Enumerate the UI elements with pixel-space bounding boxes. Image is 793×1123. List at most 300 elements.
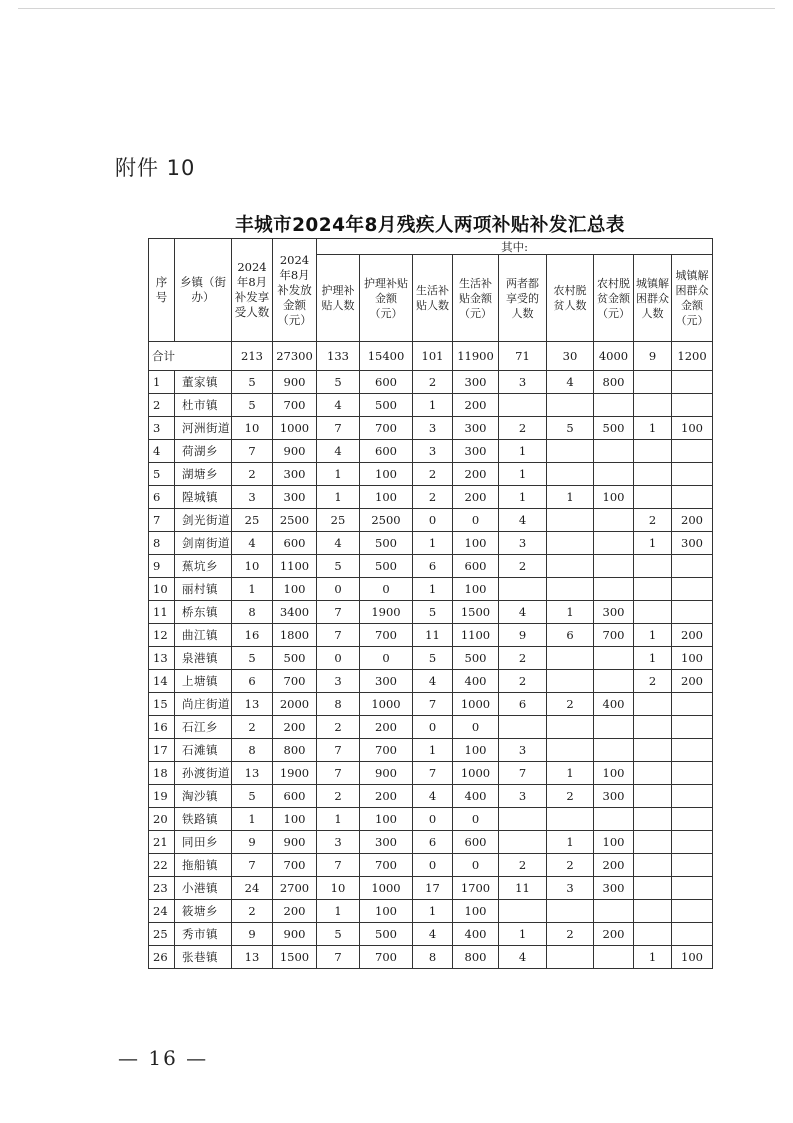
row-cell: 1: [232, 578, 273, 601]
row-cell: [634, 877, 672, 900]
row-cell: [672, 693, 713, 716]
row-cell: 3400: [273, 601, 317, 624]
row-cell: 2: [413, 371, 453, 394]
row-seq: 11: [149, 601, 175, 624]
row-cell: 2: [499, 670, 547, 693]
row-cell: [672, 555, 713, 578]
row-cell: 100: [360, 808, 413, 831]
row-cell: 200: [594, 923, 634, 946]
row-cell: 1100: [273, 555, 317, 578]
row-cell: 5: [547, 417, 594, 440]
row-cell: [634, 555, 672, 578]
row-cell: 800: [594, 371, 634, 394]
row-cell: 5: [232, 785, 273, 808]
total-cell: 213: [232, 342, 273, 371]
row-cell: 100: [594, 486, 634, 509]
row-cell: 16: [232, 624, 273, 647]
table-row: [149, 647, 713, 670]
row-seq: 13: [149, 647, 175, 670]
row-cell: 900: [273, 831, 317, 854]
row-cell: [672, 440, 713, 463]
row-cell: [634, 693, 672, 716]
row-cell: [672, 900, 713, 923]
row-cell: 3: [317, 670, 360, 693]
row-cell: 3: [232, 486, 273, 509]
row-cell: [672, 601, 713, 624]
table-row: [149, 785, 713, 808]
row-cell: 13: [232, 693, 273, 716]
row-seq: 21: [149, 831, 175, 854]
row-cell: [594, 578, 634, 601]
row-cell: 5: [413, 601, 453, 624]
table-row: [149, 463, 713, 486]
table-row: [149, 509, 713, 532]
row-cell: 2: [634, 509, 672, 532]
row-cell: 1900: [273, 762, 317, 785]
row-cell: 500: [453, 647, 499, 670]
row-cell: 4: [317, 394, 360, 417]
table-row: [149, 371, 713, 394]
row-cell: 900: [273, 923, 317, 946]
row-cell: [594, 716, 634, 739]
row-cell: [672, 394, 713, 417]
row-cell: 1: [499, 923, 547, 946]
row-cell: [547, 670, 594, 693]
row-cell: [547, 716, 594, 739]
row-cell: 100: [273, 808, 317, 831]
table-row: [149, 486, 713, 509]
row-seq: 22: [149, 854, 175, 877]
row-cell: [594, 670, 634, 693]
row-cell: 7: [317, 601, 360, 624]
header-care-count: 护理补贴人数: [317, 255, 360, 342]
row-cell: 6: [499, 693, 547, 716]
table-row: [149, 854, 713, 877]
row-cell: 100: [594, 762, 634, 785]
row-town-name: 小港镇: [175, 877, 232, 900]
row-cell: [547, 509, 594, 532]
row-cell: 3: [499, 532, 547, 555]
table-row: [149, 440, 713, 463]
table-row: [149, 900, 713, 923]
row-cell: 10: [232, 555, 273, 578]
row-cell: 1: [413, 739, 453, 762]
row-cell: 11: [499, 877, 547, 900]
row-seq: 23: [149, 877, 175, 900]
row-cell: [594, 946, 634, 969]
total-cell: 27300: [273, 342, 317, 371]
row-cell: [672, 923, 713, 946]
row-seq: 10: [149, 578, 175, 601]
row-cell: [547, 900, 594, 923]
row-cell: 7: [317, 739, 360, 762]
row-cell: 11: [413, 624, 453, 647]
row-cell: 2: [634, 670, 672, 693]
row-cell: 1: [547, 486, 594, 509]
table-row: [149, 739, 713, 762]
row-cell: [499, 900, 547, 923]
header-rural-count: 农村脱贫人数: [547, 255, 594, 342]
row-cell: 500: [360, 394, 413, 417]
row-cell: 5: [317, 371, 360, 394]
row-cell: [547, 555, 594, 578]
row-cell: 0: [413, 716, 453, 739]
row-cell: [634, 808, 672, 831]
row-cell: 4: [499, 509, 547, 532]
row-cell: 2000: [273, 693, 317, 716]
row-cell: 1: [547, 601, 594, 624]
row-cell: 300: [360, 670, 413, 693]
row-town-name: 筱塘乡: [175, 900, 232, 923]
row-cell: 7: [232, 854, 273, 877]
row-cell: 1500: [453, 601, 499, 624]
row-cell: 100: [453, 739, 499, 762]
row-cell: 800: [453, 946, 499, 969]
row-cell: 500: [273, 647, 317, 670]
row-cell: [594, 808, 634, 831]
row-cell: 700: [594, 624, 634, 647]
row-cell: 1900: [360, 601, 413, 624]
row-cell: 6: [413, 555, 453, 578]
row-town-name: 荷湖乡: [175, 440, 232, 463]
total-cell: 133: [317, 342, 360, 371]
row-cell: 400: [594, 693, 634, 716]
row-seq: 14: [149, 670, 175, 693]
row-cell: 3: [499, 785, 547, 808]
row-cell: [594, 440, 634, 463]
row-cell: 200: [453, 486, 499, 509]
row-cell: 1: [634, 946, 672, 969]
row-cell: 4: [499, 946, 547, 969]
header-urban-count: 城镇解困群众人数: [634, 255, 672, 342]
row-cell: 200: [594, 854, 634, 877]
row-cell: 13: [232, 946, 273, 969]
row-cell: 1: [413, 900, 453, 923]
row-town-name: 丽村镇: [175, 578, 232, 601]
row-cell: 900: [360, 762, 413, 785]
row-cell: 13: [232, 762, 273, 785]
row-cell: [547, 647, 594, 670]
row-cell: 500: [594, 417, 634, 440]
row-cell: 1000: [453, 762, 499, 785]
row-seq: 6: [149, 486, 175, 509]
row-cell: 8: [232, 601, 273, 624]
row-cell: [499, 716, 547, 739]
row-town-name: 剑南街道: [175, 532, 232, 555]
table-row: [149, 670, 713, 693]
table-row: [149, 693, 713, 716]
row-town-name: 河洲街道: [175, 417, 232, 440]
row-seq: 24: [149, 900, 175, 923]
header-group-of-which: 其中:: [317, 239, 713, 255]
row-cell: 2700: [273, 877, 317, 900]
table-row: [149, 762, 713, 785]
row-seq: 4: [149, 440, 175, 463]
row-cell: 300: [672, 532, 713, 555]
total-cell: 4000: [594, 342, 634, 371]
summary-table: [148, 238, 713, 969]
row-cell: 4: [547, 371, 594, 394]
row-cell: 600: [453, 555, 499, 578]
row-seq: 17: [149, 739, 175, 762]
row-cell: 2: [547, 854, 594, 877]
table-row: [149, 532, 713, 555]
row-town-name: 董家镇: [175, 371, 232, 394]
row-cell: 0: [360, 647, 413, 670]
row-cell: 0: [413, 808, 453, 831]
row-cell: 7: [317, 762, 360, 785]
row-cell: 1000: [453, 693, 499, 716]
row-cell: 900: [273, 371, 317, 394]
row-town-name: 拖船镇: [175, 854, 232, 877]
row-cell: 1: [413, 578, 453, 601]
row-cell: 4: [232, 532, 273, 555]
row-town-name: 剑光街道: [175, 509, 232, 532]
row-cell: 400: [453, 670, 499, 693]
row-cell: 2: [547, 693, 594, 716]
row-cell: [634, 739, 672, 762]
row-cell: 100: [672, 946, 713, 969]
row-cell: 700: [360, 624, 413, 647]
row-cell: [634, 578, 672, 601]
header-seq: 序号: [149, 239, 175, 342]
row-cell: [547, 532, 594, 555]
row-cell: [634, 463, 672, 486]
row-cell: 0: [317, 578, 360, 601]
document-title: 丰城市2024年8月残疾人两项补贴补发汇总表: [235, 215, 625, 236]
row-cell: 3: [499, 739, 547, 762]
row-cell: 3: [547, 877, 594, 900]
row-cell: 7: [317, 417, 360, 440]
row-cell: 1: [413, 532, 453, 555]
row-cell: 0: [413, 854, 453, 877]
row-cell: [594, 463, 634, 486]
row-cell: 400: [453, 923, 499, 946]
row-cell: 200: [273, 716, 317, 739]
row-cell: 3: [317, 831, 360, 854]
row-cell: 8: [232, 739, 273, 762]
row-cell: 700: [273, 854, 317, 877]
total-cell: 9: [634, 342, 672, 371]
row-cell: 200: [453, 394, 499, 417]
row-cell: 100: [453, 532, 499, 555]
row-cell: 1: [317, 808, 360, 831]
row-cell: 5: [317, 923, 360, 946]
row-cell: [594, 555, 634, 578]
row-cell: 2: [499, 854, 547, 877]
row-cell: 600: [273, 532, 317, 555]
row-cell: 6: [547, 624, 594, 647]
header-rural-amount: 农村脱贫金额（元）: [594, 255, 634, 342]
row-seq: 19: [149, 785, 175, 808]
row-cell: 7: [317, 854, 360, 877]
row-cell: [547, 463, 594, 486]
total-label: 合计: [149, 342, 232, 371]
row-cell: 100: [594, 831, 634, 854]
row-cell: [634, 440, 672, 463]
row-cell: [547, 578, 594, 601]
row-cell: 4: [413, 670, 453, 693]
row-cell: 1: [317, 463, 360, 486]
row-cell: 4: [413, 923, 453, 946]
row-cell: 0: [413, 509, 453, 532]
row-cell: 5: [232, 647, 273, 670]
row-cell: 200: [360, 785, 413, 808]
row-cell: 1: [634, 647, 672, 670]
row-cell: 10: [317, 877, 360, 900]
row-cell: [634, 601, 672, 624]
row-cell: 4: [413, 785, 453, 808]
row-cell: 10: [232, 417, 273, 440]
row-town-name: 张巷镇: [175, 946, 232, 969]
row-cell: 1: [499, 463, 547, 486]
row-cell: [672, 716, 713, 739]
row-cell: [634, 831, 672, 854]
row-cell: [634, 785, 672, 808]
table-row: [149, 808, 713, 831]
row-cell: [594, 532, 634, 555]
header-both-count: 两者都享受的人数: [499, 255, 547, 342]
header-urban-amount: 城镇解困群众金额（元）: [672, 255, 713, 342]
total-cell: 101: [413, 342, 453, 371]
row-seq: 26: [149, 946, 175, 969]
row-cell: 5: [232, 394, 273, 417]
row-town-name: 曲江镇: [175, 624, 232, 647]
row-cell: 2: [499, 555, 547, 578]
row-seq: 25: [149, 923, 175, 946]
row-cell: [672, 831, 713, 854]
row-cell: [672, 486, 713, 509]
row-town-name: 桥东镇: [175, 601, 232, 624]
row-cell: 1100: [453, 624, 499, 647]
row-town-name: 泉港镇: [175, 647, 232, 670]
row-cell: [547, 739, 594, 762]
row-cell: 8: [317, 693, 360, 716]
row-town-name: 尚庄街道: [175, 693, 232, 716]
row-cell: 4: [317, 532, 360, 555]
row-cell: [672, 785, 713, 808]
row-cell: 100: [453, 900, 499, 923]
row-cell: 700: [273, 670, 317, 693]
row-cell: [499, 578, 547, 601]
row-cell: 300: [453, 417, 499, 440]
row-cell: 2: [232, 463, 273, 486]
row-cell: 5: [413, 647, 453, 670]
table-row: [149, 946, 713, 969]
row-cell: 2: [232, 716, 273, 739]
row-cell: 500: [360, 555, 413, 578]
row-cell: 1: [634, 624, 672, 647]
row-cell: 5: [317, 555, 360, 578]
row-cell: 3: [499, 371, 547, 394]
row-cell: 25: [232, 509, 273, 532]
row-cell: [634, 486, 672, 509]
row-town-name: 铁路镇: [175, 808, 232, 831]
row-cell: [672, 739, 713, 762]
total-cell: 71: [499, 342, 547, 371]
row-cell: 7: [232, 440, 273, 463]
row-cell: 300: [594, 785, 634, 808]
table-row: [149, 417, 713, 440]
row-cell: 7: [413, 762, 453, 785]
row-cell: 500: [360, 923, 413, 946]
row-seq: 2: [149, 394, 175, 417]
row-cell: 1000: [360, 693, 413, 716]
row-cell: 7: [413, 693, 453, 716]
row-seq: 8: [149, 532, 175, 555]
row-seq: 3: [149, 417, 175, 440]
row-cell: 1500: [273, 946, 317, 969]
row-seq: 9: [149, 555, 175, 578]
header-living-count: 生活补贴人数: [413, 255, 453, 342]
table-row: [149, 624, 713, 647]
header-living-amount: 生活补贴金额（元）: [453, 255, 499, 342]
row-cell: 600: [360, 440, 413, 463]
row-seq: 16: [149, 716, 175, 739]
table-row: [149, 601, 713, 624]
row-cell: [547, 440, 594, 463]
row-cell: [672, 463, 713, 486]
row-cell: [634, 371, 672, 394]
total-cell: 11900: [453, 342, 499, 371]
header-town: 乡镇（街办）: [175, 239, 232, 342]
row-cell: 6: [413, 831, 453, 854]
row-cell: 1: [499, 440, 547, 463]
row-cell: 800: [273, 739, 317, 762]
row-cell: 200: [453, 463, 499, 486]
row-cell: 600: [453, 831, 499, 854]
row-cell: 100: [360, 900, 413, 923]
table-row: [149, 831, 713, 854]
row-cell: 1800: [273, 624, 317, 647]
top-rule: [18, 8, 775, 9]
row-cell: 200: [672, 509, 713, 532]
attachment-label: 附件 10: [115, 156, 196, 180]
row-cell: 0: [317, 647, 360, 670]
row-town-name: 蕉坑乡: [175, 555, 232, 578]
row-cell: 9: [499, 624, 547, 647]
row-cell: [499, 831, 547, 854]
row-cell: 2: [413, 486, 453, 509]
row-cell: 1: [317, 486, 360, 509]
row-cell: [594, 394, 634, 417]
row-cell: [594, 509, 634, 532]
row-cell: 2: [413, 463, 453, 486]
row-cell: [594, 647, 634, 670]
row-cell: 300: [453, 440, 499, 463]
row-seq: 18: [149, 762, 175, 785]
row-cell: 9: [232, 923, 273, 946]
row-seq: 5: [149, 463, 175, 486]
row-cell: 600: [360, 371, 413, 394]
row-cell: 2: [317, 785, 360, 808]
row-seq: 20: [149, 808, 175, 831]
header-amount: 2024年8月补发放金额（元）: [273, 239, 317, 342]
table-row: [149, 877, 713, 900]
row-town-name: 秀市镇: [175, 923, 232, 946]
table-row: [149, 578, 713, 601]
row-cell: 300: [594, 877, 634, 900]
row-cell: 24: [232, 877, 273, 900]
row-cell: 700: [273, 394, 317, 417]
row-cell: 500: [360, 532, 413, 555]
total-cell: 30: [547, 342, 594, 371]
row-town-name: 石江乡: [175, 716, 232, 739]
row-cell: [672, 808, 713, 831]
header-care-amount: 护理补贴金额（元）: [360, 255, 413, 342]
row-cell: 200: [273, 900, 317, 923]
row-cell: 300: [360, 831, 413, 854]
